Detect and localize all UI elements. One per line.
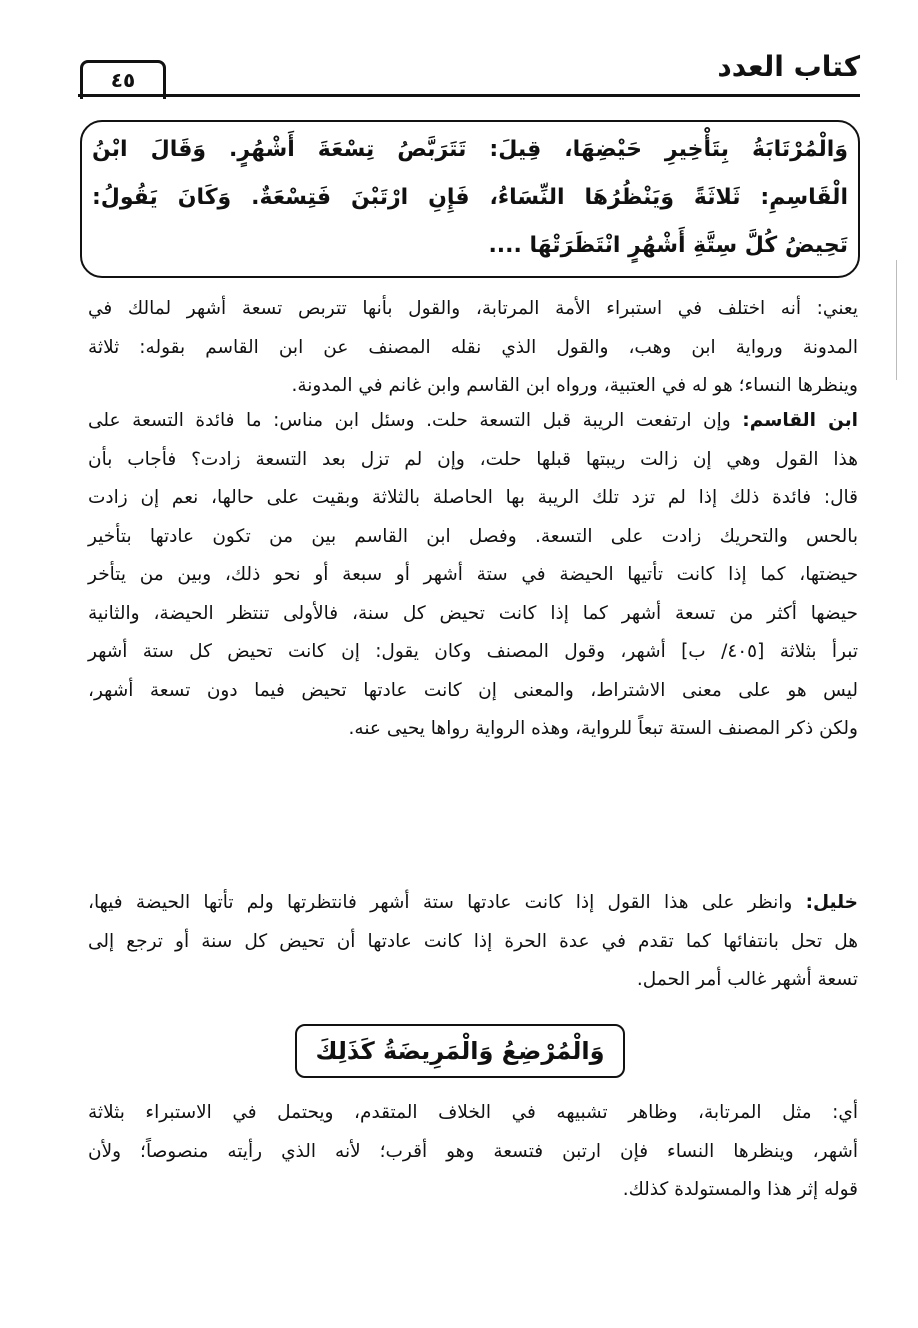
speaker-label: خليل: (805, 892, 858, 913)
text-line (88, 884, 858, 923)
page-number: ٤٥ (80, 60, 166, 99)
text-line: حيضها أكثر من تسعة أشهر كما إذا كانت تحيض كل سنة، فالأولى تنتظر الحيضة، والثانية (88, 602, 858, 624)
book-title: كتاب العدد (717, 50, 860, 83)
text-line: تسعة أشهر غالب أمر الحمل. (636, 969, 858, 990)
text-span: وانظر على هذا القول إذا كانت عادتها ستة أشهر فانتظرتها ولم تأتها الحيضة فيها، (88, 892, 806, 913)
text-line: ليس هو على معنى الاشتراط، والمعنى إن كانت عادتها تحيض فيما دون تسعة أشهر، (88, 679, 858, 701)
text-line (88, 402, 858, 441)
text-line: أي: مثل المرتابة، وظاهر تشبيهه في الخلاف المتقدم، ويحتمل في الاستبراء بثلاثة (88, 1102, 858, 1123)
matn-line: الْقَاسِمِ: ثَلاثَةً وَيَنْظُرُهَا النِّسَاءُ، فَإِنِ ارْتَبْنَ فَتِسْعَةٌ. وَكَانَ يَقُولُ: (92, 185, 848, 210)
text-line: بالحس والتحريك زادت على التسعة. وفصل ابن القاسم بين من تكون عادتها بتأخير (88, 525, 858, 547)
commentary-paragraph-2 (88, 402, 858, 749)
commentary-paragraph-1 (88, 290, 858, 406)
text-line: هذا القول وهي إن زالت ريبتها قبلها حلت، وإن لم تزل بعد التسعة زادت؟ فأجاب بأن (88, 448, 858, 470)
header-rule (78, 94, 860, 97)
text-line: يعني: أنه اختلف في استبراء الأمة المرتابة، والقول بأنها تتربص تسعة أشهر لمالك في (88, 298, 858, 319)
matn-line: تَحِيضُ كُلَّ سِتَّةِ أَشْهُرٍ انْتَظَرَتْهَا .... (488, 233, 848, 258)
matn-box-2: وَالْمُرْضِعُ وَالْمَرِيضَةُ كَذَلِكَ (295, 1024, 625, 1078)
text-line: وينظرها النساء؛ هو له في العتبية، ورواه ابن القاسم وابن غانم في المدونة. (291, 375, 858, 396)
matn-box (80, 120, 860, 278)
text-line: أشهر، وينظرها النساء فإن ارتبن فتسعة وهو أقرب؛ لأنه الذي رأيته منصوصاً؛ ولأن (88, 1140, 858, 1162)
text-line: تبرأ بثلاثة [٤٠٥/ ب] أشهر، وقول المصنف وكان يقول: إن كانت تحيض كل ستة أشهر (88, 641, 858, 662)
matn-line: وَالْمُرْتَابَةُ بِتَأْخِيرِ حَيْضِهَا، قِيلَ: تَتَرَبَّصُ تِسْعَةَ أَشْهُرٍ. وَقَالَ ابْنُ (92, 137, 848, 162)
commentary-paragraph-4 (88, 1094, 858, 1210)
text-line: قوله إثر هذا والمستولدة كذلك. (622, 1179, 858, 1200)
text-line: ولكن ذكر المصنف الستة تبعاً للرواية، وهذه الرواية رواها يحيى عنه. (348, 718, 858, 739)
text-line: حيضتها، كما إذا كانت تأتيها الحيضة في ستة أشهر أو سبعة أو نحو ذلك، وبين من يتأخر (88, 564, 858, 585)
text-line: هل تحل بانتفائها كما تقدم في عدة الحرة إذا كانت عادتها أن تحيض كل سنة أو ترجع إلى (88, 930, 858, 952)
text-span: وإن ارتفعت الريبة قبل التسعة حلت. وسئل ابن مناس: ما فائدة التسعة على (88, 410, 743, 431)
text-line: المدونة ورواية ابن وهب، والقول الذي نقله المصنف عن ابن القاسم بقوله: ثلاثة (88, 336, 858, 358)
text-line: قال: فائدة ذلك إذا لم تزد تلك الريبة بها الحاصلة بالثلاثة وبقيت على حالها، نعم إن زادت (88, 487, 858, 508)
scan-margin-mark (896, 260, 897, 380)
commentary-paragraph-3 (88, 884, 858, 1000)
speaker-label: ابن القاسم: (742, 410, 859, 431)
